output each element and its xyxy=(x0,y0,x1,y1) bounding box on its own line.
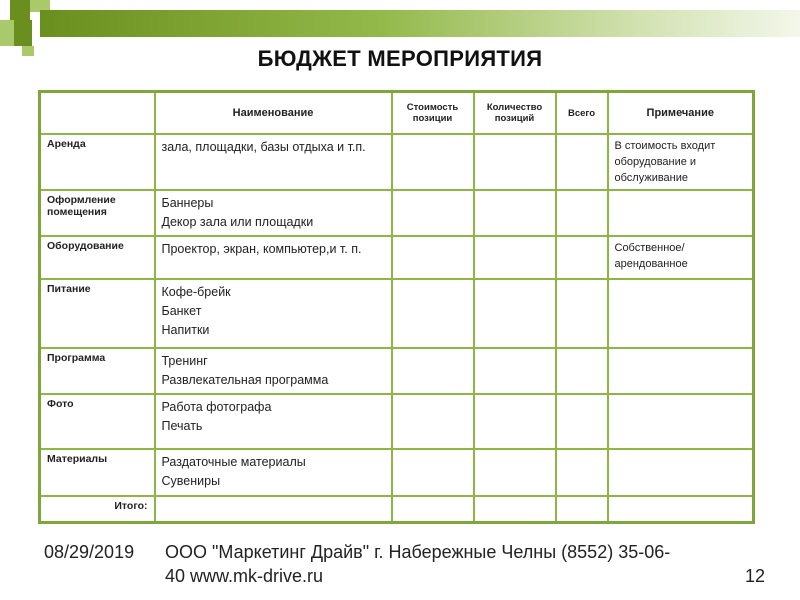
row-total-cell xyxy=(556,134,608,190)
row-quantity-cell xyxy=(474,134,556,190)
row-category: Аренда xyxy=(40,134,155,190)
decor-square-4 xyxy=(14,20,32,46)
row-note xyxy=(608,394,754,449)
header-category xyxy=(40,92,155,135)
row-note xyxy=(608,449,754,496)
item-line: Тренинг xyxy=(161,354,208,368)
row-quantity-cell xyxy=(474,236,556,279)
table-row xyxy=(40,190,754,236)
total-cell xyxy=(474,496,556,522)
row-cost-cell xyxy=(392,394,474,449)
row-total-cell xyxy=(556,348,608,394)
table-header-row xyxy=(40,92,754,135)
table-row xyxy=(40,236,754,279)
decor-square-1 xyxy=(10,0,30,20)
header-gradient-bar xyxy=(40,10,800,37)
row-items xyxy=(155,348,392,394)
row-total-cell xyxy=(556,190,608,236)
page-number: 12 xyxy=(744,566,765,586)
total-label: Итого: xyxy=(40,496,155,522)
row-cost-cell xyxy=(392,134,474,190)
item-line: Работа фотографа xyxy=(161,400,272,414)
row-cost-cell xyxy=(392,348,474,394)
row-items xyxy=(155,449,392,496)
row-quantity-cell xyxy=(474,279,556,348)
total-cell xyxy=(556,496,608,522)
row-total-cell xyxy=(556,279,608,348)
row-note: В стоимость входит оборудование и обслуживание xyxy=(608,134,754,190)
row-items xyxy=(155,134,392,190)
footer-company: ООО "Маркетинг Драйв" г. Набережные Челны (8552) 35-06-40 www.mk-drive.ru xyxy=(165,542,671,586)
row-category: Оборудование xyxy=(40,236,155,279)
row-cost-cell xyxy=(392,449,474,496)
item-line: Сувениры xyxy=(161,474,221,488)
row-category: Материалы xyxy=(40,449,155,496)
row-category: Питание xyxy=(40,279,155,348)
row-note: Собственное/ арендованное xyxy=(608,236,754,279)
item-line: Печать xyxy=(161,419,203,433)
total-cell xyxy=(155,496,392,522)
total-cell xyxy=(608,496,754,522)
row-total-cell xyxy=(556,449,608,496)
item-line: Раздаточные материалы xyxy=(161,455,306,469)
table-row xyxy=(40,134,754,190)
budget-table xyxy=(38,90,755,524)
item-line: Проектор, экран, компьютер,и т. п. xyxy=(161,242,362,256)
row-quantity-cell xyxy=(474,348,556,394)
header-quantity: Количество позиций xyxy=(474,92,556,135)
row-category: Фото xyxy=(40,394,155,449)
row-category: Оформление помещения xyxy=(40,190,155,236)
row-cost-cell xyxy=(392,236,474,279)
header-cost: Стоимость позиции xyxy=(392,92,474,135)
row-quantity-cell xyxy=(474,394,556,449)
footer-date: 08/29/2019 xyxy=(44,542,135,562)
row-total-cell xyxy=(556,236,608,279)
slide-title: БЮДЖЕТ МЕРОПРИЯТИЯ xyxy=(257,46,543,71)
row-category: Программа xyxy=(40,348,155,394)
row-quantity-cell xyxy=(474,190,556,236)
row-cost-cell xyxy=(392,190,474,236)
row-cost-cell xyxy=(392,279,474,348)
row-items xyxy=(155,236,392,279)
header-total: Всего xyxy=(556,92,608,135)
item-line: Баннеры xyxy=(161,196,214,210)
header-name: Наименование xyxy=(155,92,392,135)
row-total-cell xyxy=(556,394,608,449)
item-line: зала, площадки, базы отдыха и т.п. xyxy=(161,140,366,154)
item-line: Развлекательная программа xyxy=(161,373,329,387)
decor-square-3 xyxy=(0,20,14,46)
row-items xyxy=(155,190,392,236)
item-line: Кофе-брейк xyxy=(161,285,231,299)
row-quantity-cell xyxy=(474,449,556,496)
table-row xyxy=(40,394,754,449)
row-note xyxy=(608,348,754,394)
total-cell xyxy=(392,496,474,522)
row-items xyxy=(155,279,392,348)
table-row xyxy=(40,449,754,496)
item-line: Банкет xyxy=(161,304,202,318)
row-note xyxy=(608,279,754,348)
header-note: Примечание xyxy=(608,92,754,135)
item-line: Декор зала или площадки xyxy=(161,215,314,229)
total-row xyxy=(40,496,754,522)
row-note xyxy=(608,190,754,236)
table-row xyxy=(40,279,754,348)
table-row xyxy=(40,348,754,394)
item-line: Напитки xyxy=(161,323,210,337)
row-items xyxy=(155,394,392,449)
